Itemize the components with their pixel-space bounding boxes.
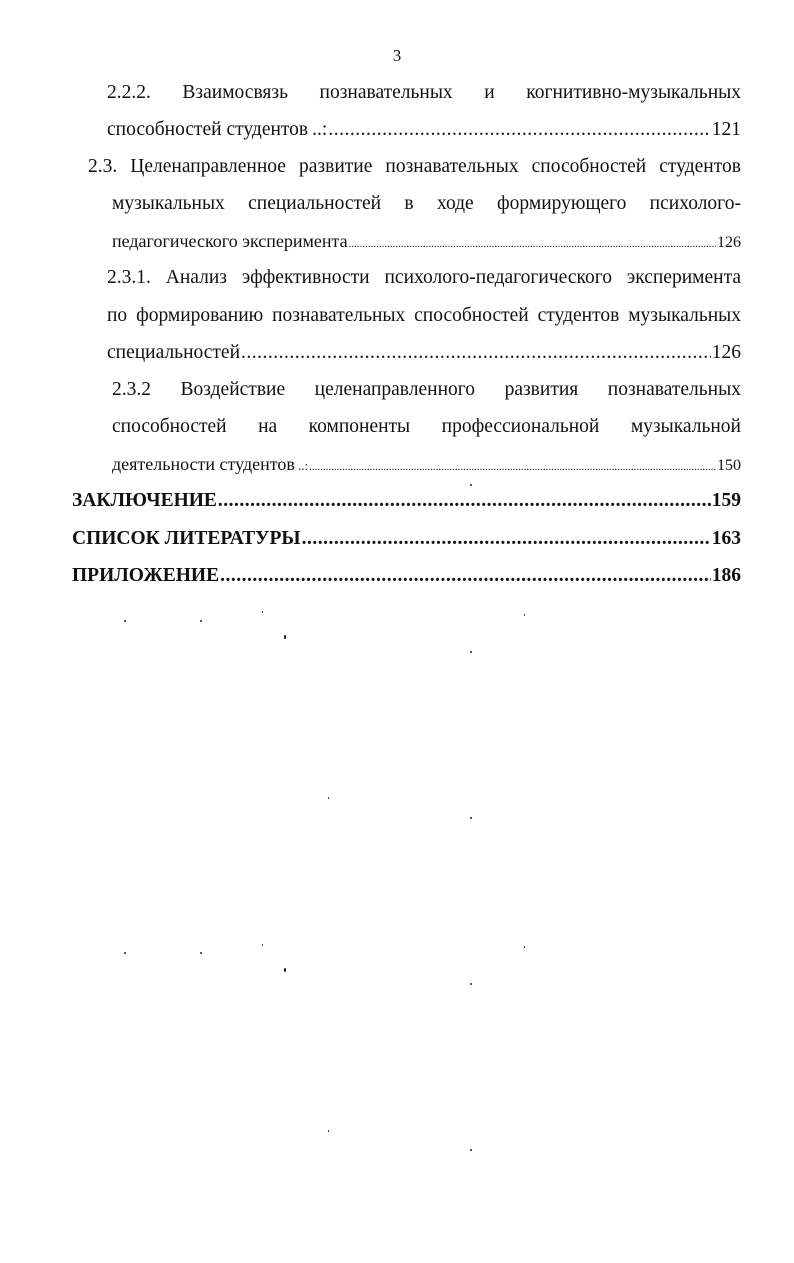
toc-word: психолого- (649, 193, 741, 214)
toc-word: компоненты (308, 416, 411, 437)
toc-word: Воздействие (180, 379, 286, 400)
toc-word: музыкальных (112, 193, 225, 214)
toc-word: способностей (414, 305, 529, 326)
dot-leader (328, 118, 710, 142)
scan-speck (124, 620, 126, 622)
toc-dot-mark: ..: (312, 119, 328, 140)
toc-word: по (107, 305, 128, 326)
scan-speck (262, 944, 263, 946)
toc-entry-appendix (72, 564, 741, 588)
toc-word: познавательных (385, 156, 519, 177)
toc-word: познавательных (319, 82, 453, 103)
toc-entry-bibliography (72, 527, 741, 551)
scan-speck (524, 614, 525, 616)
toc-word: Целенаправленное (130, 156, 286, 177)
page-number: 3 (392, 46, 402, 65)
toc-entry-2-2-2-line-1 (107, 81, 741, 105)
toc-word: психолого-педагогического (384, 267, 612, 288)
toc-word: музыкальной (630, 416, 741, 437)
toc-word: на (258, 416, 278, 437)
toc-word: 2.3.2 (112, 379, 151, 400)
scan-speck (262, 611, 263, 613)
toc-word: профессиональной (441, 416, 600, 437)
scan-speck (470, 983, 472, 985)
toc-entry-2-3-line-3 (112, 229, 741, 253)
toc-page-number: 163 (711, 528, 741, 549)
scan-speck (124, 952, 126, 954)
toc-entry-2-3-1-line-3 (107, 341, 741, 365)
scan-speck (470, 1149, 472, 1151)
toc-entry-text: деятельности студентов (112, 454, 295, 474)
dot-leader (218, 489, 711, 513)
toc-entry-text: ЗАКЛЮЧЕНИЕ (72, 490, 217, 511)
toc-word: целенаправленного (314, 379, 476, 400)
toc-word: формирующего (497, 193, 627, 214)
toc-page-number: 126 (717, 234, 741, 251)
toc-word: ходе (436, 193, 474, 214)
toc-page-number: 121 (711, 119, 741, 140)
toc-entry-2-3-line-2 (112, 192, 741, 216)
toc-entry-2-3-line-1 (88, 155, 741, 179)
dot-leader (309, 455, 716, 479)
scan-speck (200, 952, 202, 954)
toc-word: когнитивно-музыкальных (526, 82, 741, 103)
scan-speck (328, 1130, 329, 1132)
scan-speck (200, 620, 202, 622)
toc-entry-2-3-1-line-2 (107, 304, 741, 328)
toc-entry-2-3-2-line-1 (112, 378, 741, 402)
scan-speck (470, 484, 472, 486)
toc-word: эффективности (241, 267, 370, 288)
scan-speck (284, 635, 286, 639)
toc-entry-text: специальностей (107, 342, 241, 363)
toc-word: студентов (537, 305, 620, 326)
dot-leader (302, 527, 711, 551)
toc-word: в (404, 193, 414, 214)
toc-entry-text: ПРИЛОЖЕНИЕ (72, 565, 220, 586)
toc-page-number: 126 (711, 342, 741, 363)
scan-speck (470, 817, 472, 819)
toc-dot-mark: ..: (297, 458, 309, 473)
dot-leader (349, 232, 716, 256)
scan-speck (284, 968, 286, 972)
toc-word: 2.2.2. (107, 82, 151, 103)
toc-word: студентов (659, 156, 741, 177)
toc-word: эксперимента (626, 267, 741, 288)
toc-entry-conclusion (72, 489, 741, 513)
toc-entry-2-3-2-line-3 (112, 452, 741, 476)
toc-word: Анализ (165, 267, 227, 288)
toc-word: способностей (531, 156, 647, 177)
toc-page-number: 150 (717, 457, 741, 474)
toc-entry-text: педагогического эксперимента (112, 231, 348, 251)
toc-word: и (484, 82, 495, 103)
toc-word: развития (504, 379, 579, 400)
dot-leader (220, 564, 711, 588)
toc-entry-2-2-2-line-2 (107, 118, 741, 142)
toc-word: специальностей (248, 193, 382, 214)
toc-entry-text: способностей студентов (107, 119, 309, 140)
scan-speck (524, 946, 525, 948)
dot-leader (241, 341, 711, 365)
toc-entry-2-3-1-line-1 (107, 266, 741, 290)
toc-word: музыкальных (628, 305, 741, 326)
toc-word: способностей (112, 416, 227, 437)
toc-page-number: 186 (711, 565, 741, 586)
toc-page-number: 159 (711, 490, 741, 511)
toc-word: формированию (136, 305, 264, 326)
toc-word: 2.3.1. (107, 267, 151, 288)
scan-speck (328, 797, 329, 799)
toc-word: познавательных (607, 379, 741, 400)
toc-word: познавательных (272, 305, 406, 326)
toc-entry-2-3-2-line-2 (112, 415, 741, 439)
toc-entry-text: СПИСОК ЛИТЕРАТУРЫ (72, 528, 301, 549)
toc-word: 2.3. (88, 156, 118, 177)
toc-word: Взаимосвязь (182, 82, 288, 103)
scan-speck (470, 651, 472, 653)
toc-word: развитие (299, 156, 373, 177)
